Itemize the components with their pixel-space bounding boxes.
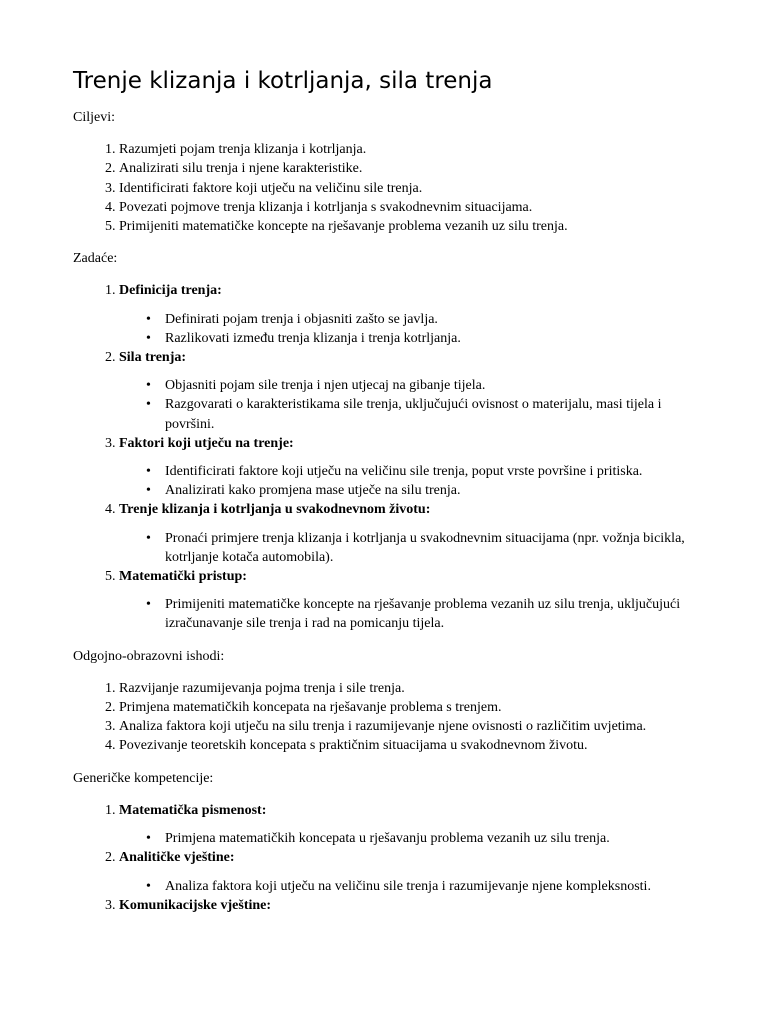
document-title: Trenje klizanja i kotrljanja, sila trenja — [73, 68, 493, 94]
list-item: 5. Primijeniti matematičke koncepte na rješavanje problema vezanih uz silu trenja. — [119, 217, 696, 236]
list-item: 2. Primjena matematičkih koncepata na rješavanje problema s trenjem. — [119, 698, 696, 717]
competences-list — [73, 801, 696, 915]
bullet-list — [119, 310, 696, 348]
bullet-list — [119, 376, 696, 434]
list-item: 1. Razvijanje razumijevanja pojma trenja i sile trenja. — [119, 679, 696, 698]
task-item — [119, 281, 696, 348]
competences-label: Generičke kompetencije: — [73, 770, 214, 786]
bullet-icon: • — [146, 483, 151, 499]
bullet-list — [119, 595, 696, 633]
task-item — [119, 348, 696, 434]
bullet-icon: • — [146, 878, 151, 894]
bullet-item: • Razgovarati o karakteristikama sile trenja, uključujući ovisnost o materijalu, masi tijela i površini. — [146, 397, 662, 432]
task-title: Matematički pristup: — [119, 569, 247, 585]
task-title: Trenje klizanja i kotrljanja u svakodnevnom životu: — [119, 502, 431, 518]
bullet-list — [119, 529, 696, 567]
task-item — [119, 500, 696, 567]
bullet-icon: • — [146, 530, 151, 546]
goals-list — [73, 140, 696, 236]
bullet-item: • Primjena matematičkih koncepata u rješavanju problema vezanih uz silu trenja. — [165, 829, 696, 848]
competence-item — [119, 896, 696, 915]
task-title: Definicija trenja: — [119, 283, 222, 299]
bullet-item: • Analizirati kako promjena mase utječe na silu trenja. — [165, 481, 696, 500]
bullet-item: • Identificirati faktore koji utječu na veličinu sile trenja, poput vrste površine i pritiska. — [165, 462, 696, 481]
bullet-icon: • — [146, 330, 151, 346]
bullet-icon: • — [146, 378, 151, 394]
competence-item — [119, 801, 696, 848]
competence-title: Analitičke vještine: — [119, 850, 235, 866]
outcomes-label: Odgojno-obrazovni ishodi: — [73, 648, 225, 664]
goals-label: Ciljevi: — [73, 110, 115, 125]
bullet-item: • Definirati pojam trenja i objasniti zašto se javlja. — [165, 310, 696, 329]
task-item — [119, 567, 696, 634]
competence-item — [119, 848, 696, 895]
bullet-icon: • — [146, 311, 151, 327]
task-item — [119, 434, 696, 501]
list-item: 1. Razumjeti pojam trenja klizanja i kotrljanja. — [119, 140, 696, 159]
tasks-list — [73, 281, 696, 633]
bullet-list — [119, 877, 696, 896]
task-title: Faktori koji utječu na trenje: — [119, 435, 294, 451]
tasks-label: Zadaće: — [73, 251, 118, 267]
bullet-list — [119, 829, 696, 848]
competence-title: Matematička pismenost: — [119, 802, 267, 818]
bullet-icon: • — [146, 464, 151, 480]
list-item: 3. Identificirati faktore koji utječu na veličinu sile trenja. — [119, 179, 696, 198]
list-item: 2. Analizirati silu trenja i njene karakteristike. — [119, 159, 696, 178]
outcomes-list — [73, 679, 696, 756]
list-item: 3. Analiza faktora koji utječu na silu trenja i razumijevanje njene ovisnosti o različitim uvjetima. — [119, 717, 696, 736]
competence-title: Komunikacijske vještine: — [119, 897, 272, 913]
bullet-icon: • — [146, 831, 151, 847]
bullet-icon: • — [146, 397, 151, 413]
task-title: Sila trenja: — [119, 350, 187, 366]
bullet-item: • Pronaći primjere trenja klizanja i kotrljanja u svakodnevnim situacijama (npr. vožnja bicikla, kotrljanje kotača automobila). — [146, 530, 685, 565]
list-item: 4. Povezivanje teoretskih koncepata s praktičnim situacijama u svakodnevnom životu. — [119, 736, 696, 755]
bullet-icon: • — [146, 597, 151, 613]
bullet-item: • Primijeniti matematičke koncepte na rješavanje problema vezanih uz silu trenja, uključujući izračunavanje sile trenja i rad na pomicanju tijela. — [146, 597, 681, 632]
bullet-item: • Objasniti pojam sile trenja i njen utjecaj na gibanje tijela. — [165, 376, 696, 395]
list-item: 4. Povezati pojmove trenja klizanja i kotrljanja s svakodnevnim situacijama. — [119, 198, 696, 217]
bullet-item: • Analiza faktora koji utječu na veličinu sile trenja i razumijevanje njene kompleksnosti. — [165, 877, 696, 896]
bullet-list — [119, 462, 696, 500]
bullet-item: • Razlikovati između trenja klizanja i trenja kotrljanja. — [165, 329, 696, 348]
